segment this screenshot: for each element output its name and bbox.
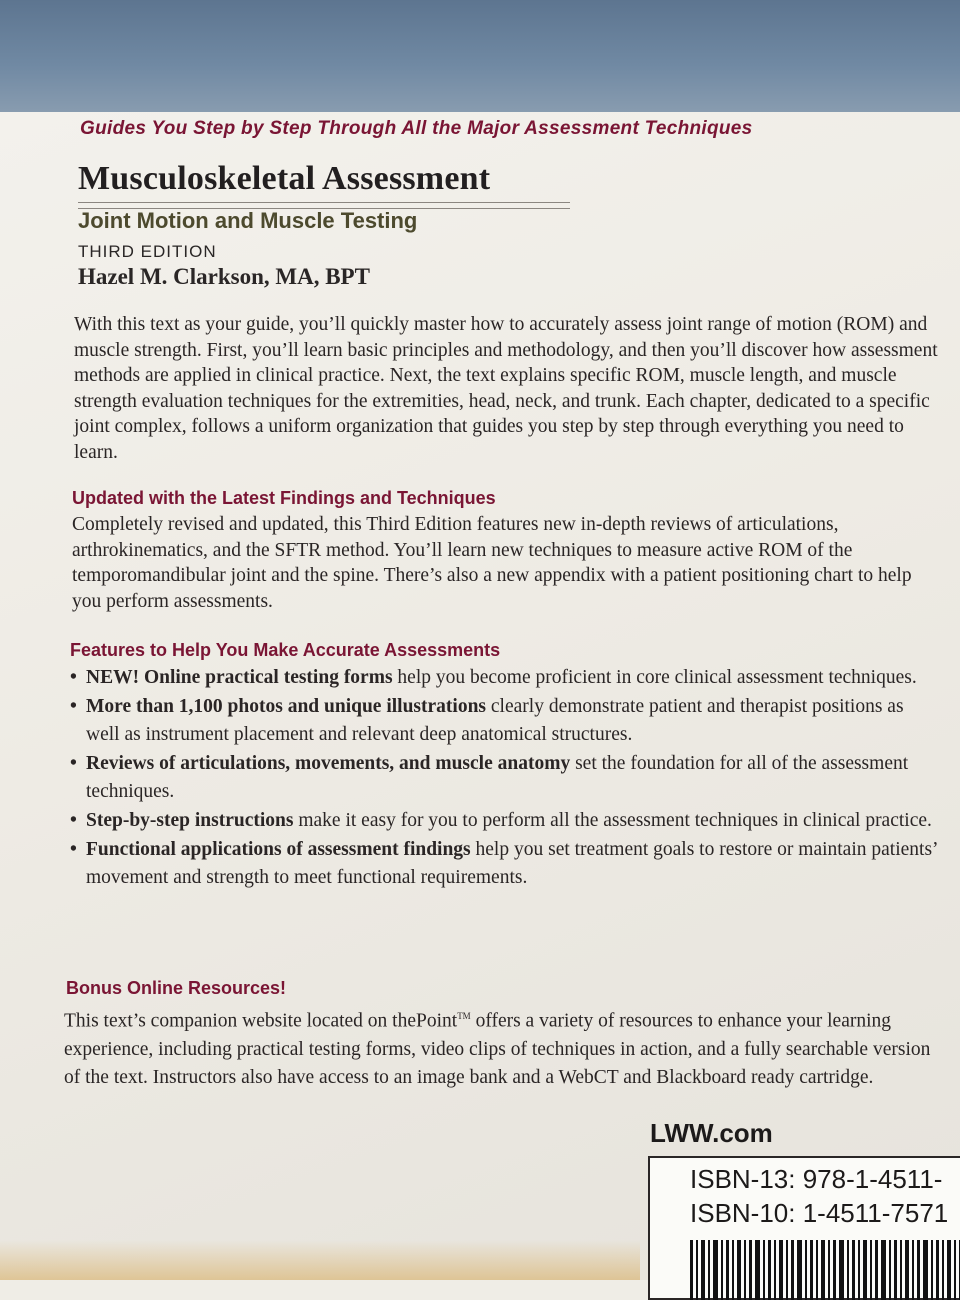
- feature-item-bold: Step-by-step instructions: [86, 810, 294, 831]
- bonus-paragraph: [64, 1002, 944, 1092]
- barcode-icon: [690, 1240, 960, 1300]
- updated-heading: Updated with the Latest Findings and Techniques: [72, 488, 496, 508]
- author-name: Hazel M. Clarkson, MA, BPT: [78, 264, 370, 289]
- feature-item: [70, 807, 940, 835]
- feature-item-text: clearly demonstrate patient and therapist positions as well as instrument placement and relevant deep anatomical structures.: [86, 696, 904, 745]
- tagline: Guides You Step by Step Through All the Major Assessment Techniques: [80, 118, 753, 139]
- feature-item-text: make it easy for you to perform all the assessment techniques in clinical practice.: [293, 810, 932, 831]
- feature-item-text: set the foundation for all of the assessment techniques.: [86, 753, 909, 802]
- feature-item: [70, 664, 940, 692]
- feature-item-text: help you become proficient in core clinical assessment techniques.: [392, 667, 917, 688]
- feature-item-bold: NEW! Online practical testing forms: [86, 667, 393, 688]
- feature-item: [70, 836, 940, 892]
- bonus-heading: Bonus Online Resources!: [66, 978, 287, 998]
- edition-label: THIRD EDITION: [78, 242, 217, 261]
- updated-paragraph: Completely revised and updated, this Third Edition features new in-depth reviews of articulations, arthrokinematics, and the SFTR method. You’ll learn new techniques to measure active ROM of the temporomandibular joint and the spine. There’s also a new appendix with a patient positioning chart to help you perform assessments.: [72, 514, 912, 612]
- bonus-text-start: This text’s companion website located on thePoint: [64, 1010, 458, 1032]
- feature-item-bold: Functional applications of assessment findings: [86, 839, 471, 860]
- features-heading: Features to Help You Make Accurate Assessments: [70, 640, 501, 660]
- feature-item-bold: Reviews of articulations, movements, and muscle anatomy: [86, 753, 571, 774]
- feature-item: [70, 693, 940, 749]
- book-subtitle: Joint Motion and Muscle Testing: [78, 208, 418, 233]
- book-title: Musculoskeletal Assessment: [78, 160, 491, 197]
- feature-item: [70, 750, 940, 806]
- features-list: [70, 664, 940, 893]
- intro-paragraph: With this text as your guide, you’ll quickly master how to accurately assess joint range of motion (ROM) and muscle strength. First, you’ll learn basic principles and methodology, and then you’ll discover how assessment methods are applied in clinical practice. Next, the text explains specific ROM, muscle length, and muscle strength evaluation techniques for the extremities, head, neck, and trunk. Each chapter, dedicated to a specific joint complex, follows a uniform organization that guides you step by step through everything you need to learn.: [74, 314, 938, 463]
- bottom-warm-glow: [0, 1240, 640, 1280]
- isbn-13: ISBN-13: 978-1-4511-: [690, 1164, 943, 1194]
- cover-top-color-band: [0, 0, 960, 118]
- feature-item-text: help you set treatment goals to restore or maintain patients’ movement and strength to meet functional requirements.: [86, 839, 938, 888]
- publisher-website: LWW.com: [650, 1118, 773, 1148]
- isbn-barcode-box: [648, 1156, 960, 1300]
- trademark-mark: TM: [457, 1011, 471, 1021]
- feature-item-bold: More than 1,100 photos and unique illustrations: [86, 696, 487, 717]
- bonus-text-end: offers a variety of resources to enhance your learning experience, including practical testing forms, video clips of techniques in action, and a fully searchable version of the text. Instructors also have access to an image bank and a WebCT and Blackboard ready cartridge.: [64, 1010, 931, 1088]
- isbn-10: ISBN-10: 1-4511-7571: [690, 1198, 949, 1228]
